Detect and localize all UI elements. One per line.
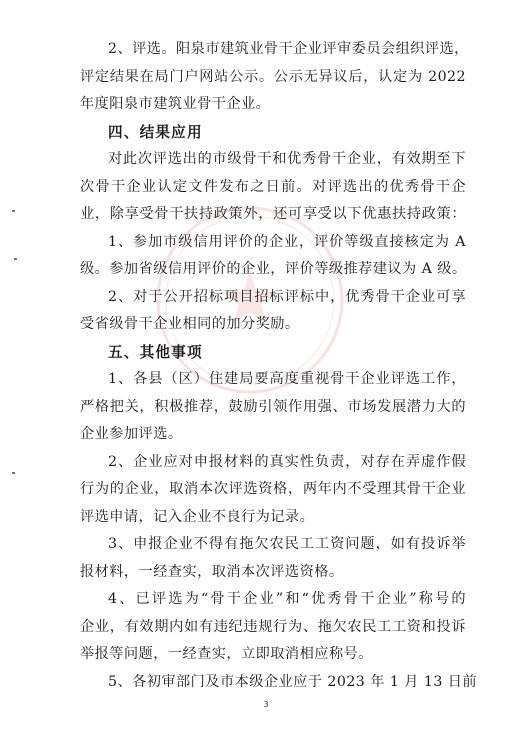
text-line: 级。参加省级信用评价的企业，评价等级推荐建议为 A 级。 (80, 261, 467, 277)
text-line: 评定结果在局门户网站公示。公示无异议后，认定为 2022 (80, 68, 466, 85)
text-line: 业，除享受骨干扶持政策外，还可享受以下优惠扶持政策： (80, 206, 466, 222)
text-line: 次骨干企业认定文件发布之日前。对评选出的优秀骨干企 (80, 178, 466, 195)
text-line: 行为的企业，取消本次评选资格，两年内不受理其骨干企业 (80, 481, 466, 497)
text-line: 2、对于公开招标项目招标评标中，优秀骨干企业可享 (108, 288, 466, 305)
scan-mark (12, 210, 15, 212)
text-line: 5、各初审部门及市本级企业应于 2023 年 1 月 13 日前 (108, 673, 478, 690)
text-line: 1、各县（区）住建局要高度重视骨干企业评选工作， (108, 371, 466, 387)
text-line: 对此次评选出的市级骨干和优秀骨干企业，有效期至下 (108, 151, 466, 167)
document-body (80, 36, 478, 696)
text-line: 报材料，一经查实，取消本次评选资格。 (80, 563, 344, 580)
scan-mark (12, 472, 15, 474)
text-line: 评选申请，记入企业不良行为记录。 (80, 508, 315, 525)
text-line: 3、申报企业不得有拖欠农民工工资问题，如有投诉举 (108, 536, 466, 552)
text-line: 4、已评选为“骨干企业”和“优秀骨干企业”称号的 (108, 591, 466, 607)
text-line: 受省级骨干企业相同的加分奖励。 (80, 316, 300, 332)
section-heading: 四、结果应用 (108, 123, 203, 141)
text-line: 企业参加评选。 (80, 426, 183, 442)
text-line: 1、参加市级信用评价的企业，评价等级直接核定为 A (108, 233, 466, 250)
text-line: 2、企业应对申报材料的真实性负责，对存在弄虚作假 (108, 453, 466, 470)
text-line: 严格把关，积极推荐，鼓励引领作用强、市场发展潜力大的 (80, 398, 466, 415)
text-line: 举报等问题，一经查实，立即取消相应称号。 (80, 646, 373, 662)
page-number: 3 (263, 700, 269, 709)
text-line: 2、评选。阳泉市建筑业骨干企业评审委员会组织评选， (108, 41, 469, 57)
text-line: 年度阳泉市建筑业骨干企业。 (80, 96, 271, 112)
section-heading: 五、其他事项 (108, 343, 203, 361)
text-line: 企业，有效期内如有违纪违规行为、拖欠农民工工资和投诉 (80, 618, 466, 635)
scan-mark (14, 258, 17, 260)
